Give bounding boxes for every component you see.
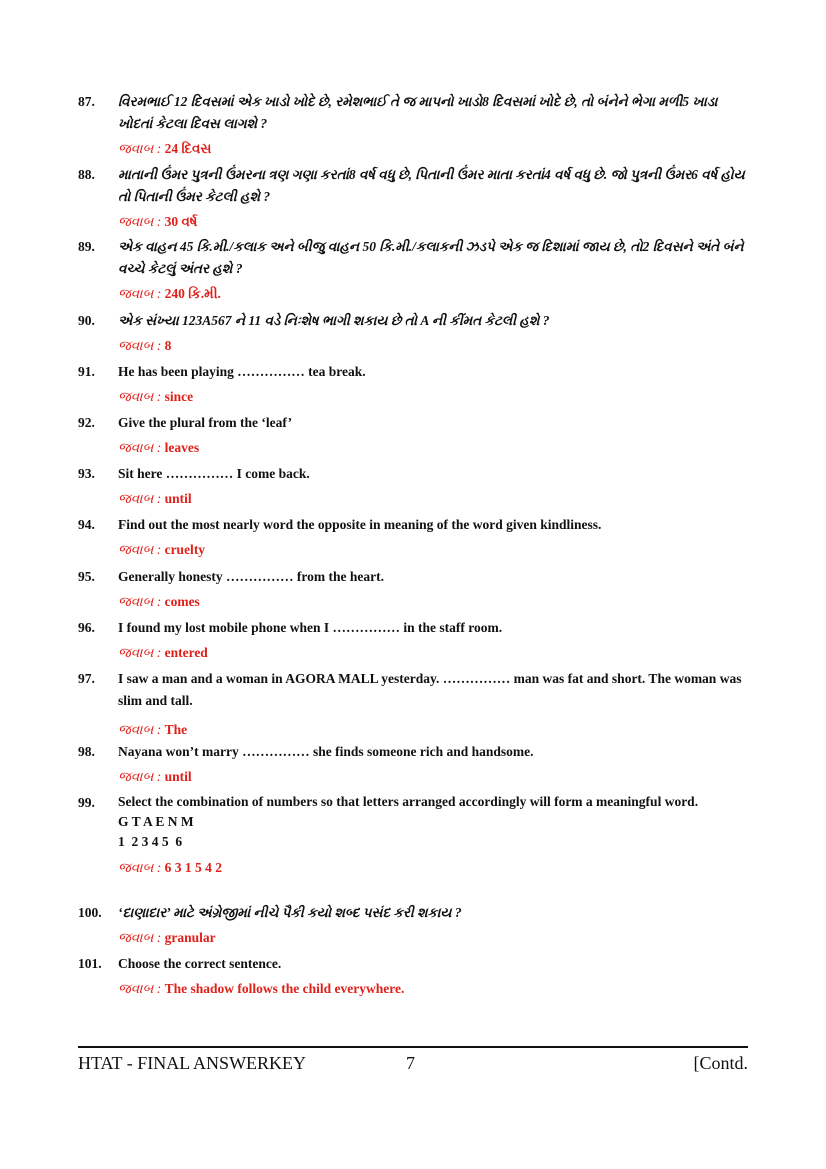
- answer: [118, 766, 748, 788]
- question-text: માતાની ઉંમર પુત્રની ઉંમરના ત્રણ ગણા કરતાં8 વર્ષ વધુ છે, પિતાની ઉંમર માતા કરતાં4 વર્ષ વધુ છે. જો પુત્રની ઉંમર6 વર્ષ હોય તો પિતાની ઉંમર કેટલી હશે ?: [118, 167, 745, 204]
- page-footer: [78, 1053, 748, 1079]
- answer-value: 8: [164, 338, 172, 353]
- question-number: 96.: [78, 620, 95, 635]
- answer: [118, 488, 748, 510]
- question-text: Give the plural from the ‘leaf’: [118, 415, 293, 430]
- question-89: [78, 236, 748, 305]
- answer-value: cruelty: [164, 542, 206, 557]
- answer: [118, 437, 748, 459]
- answer: [118, 539, 748, 561]
- answer-value: 6 3 1 5 4 2: [164, 860, 222, 875]
- answer-label: જવાબ :: [118, 542, 162, 557]
- answer-label: જવાબ :: [118, 981, 162, 996]
- question-text: એક વાહન 45 કિ.મી./કલાક અને બીજુ વાહન 50 કિ.મી./કલાકની ઝડપે એક જ દિશામાં જાય છે, તો2 દિવસને અંતે બંને વચ્ચે કેટલું અંતર હશે ?: [118, 239, 744, 276]
- answer-label: જવાબ :: [118, 594, 162, 609]
- question-number: 87.: [78, 94, 95, 109]
- question-text: He has been playing …………… tea break.: [118, 364, 366, 379]
- question-text: Sit here …………… I come back.: [118, 466, 310, 481]
- answer-value: The shadow follows the child everywhere.: [164, 981, 405, 996]
- question-number: 93.: [78, 466, 95, 481]
- question-number: 92.: [78, 415, 95, 430]
- question-number: 91.: [78, 364, 95, 379]
- footer-divider: [78, 1046, 748, 1048]
- answer-value: until: [164, 491, 192, 506]
- question-93: [78, 463, 748, 510]
- question-text: એક સંખ્યા 123A567 ને 11 વડે નિઃશેષ ભાગી શકાય છે તો A ની કીંમત કેટલી હશે ?: [118, 313, 550, 328]
- answer-label: જવાબ :: [118, 491, 162, 506]
- answer-value: comes: [164, 594, 200, 609]
- question-text: Find out the most nearly word the opposite in meaning of the word given kindliness.: [118, 517, 602, 532]
- question-number: 94.: [78, 517, 95, 532]
- question-94: [78, 514, 748, 561]
- answer-label: જવાબ :: [118, 286, 162, 301]
- question-92: [78, 412, 748, 459]
- question-88: [78, 164, 748, 233]
- question-91: [78, 361, 748, 408]
- question-number: 89.: [78, 239, 95, 254]
- question-97: [78, 668, 748, 741]
- question-number: 97.: [78, 671, 95, 686]
- footer-document-title: HTAT - FINAL ANSWERKEY: [78, 1053, 307, 1073]
- question-text: I found my lost mobile phone when I …………… in the staff room.: [118, 620, 503, 635]
- question-number: 98.: [78, 744, 95, 759]
- answer: [118, 335, 748, 357]
- answer: [118, 719, 748, 741]
- question-number: 88.: [78, 167, 95, 182]
- answer-label: જવાબ :: [118, 645, 162, 660]
- answer-value: since: [164, 389, 194, 404]
- answer-value: until: [164, 769, 192, 784]
- footer-continued: [Contd.: [693, 1053, 748, 1073]
- question-text: Generally honesty …………… from the heart.: [118, 569, 384, 584]
- letters-row: G T A E N M: [118, 814, 194, 829]
- answer: [118, 386, 748, 408]
- answer: [118, 211, 748, 233]
- question-number: 100.: [78, 905, 102, 920]
- question-text: Choose the correct sentence.: [118, 956, 282, 971]
- answer-value: 240 કિ.મી.: [164, 286, 221, 301]
- answer-label: જવાબ :: [118, 338, 162, 353]
- answer-label: જવાબ :: [118, 141, 162, 156]
- answer: [118, 591, 748, 613]
- answer-label: જવાબ :: [118, 214, 162, 229]
- answer-label: જવાબ :: [118, 860, 162, 875]
- question-text: Select the combination of numbers so that letters arranged accordingly will form a meaningful word.: [118, 794, 699, 809]
- answer: [118, 978, 748, 1000]
- answer-label: જવાબ :: [118, 930, 162, 945]
- answer-label: જવાબ :: [118, 389, 162, 404]
- answer-value: leaves: [164, 440, 200, 455]
- answer: [118, 283, 748, 305]
- question-number: 99.: [78, 795, 95, 810]
- answer-label: જવાબ :: [118, 769, 162, 784]
- answer: [118, 858, 748, 878]
- answer: [118, 927, 748, 949]
- numbers-row: 1 2 3 4 5 6: [118, 834, 183, 849]
- question-95: [78, 566, 748, 613]
- answer-label: જવાબ :: [118, 440, 162, 455]
- answer-value: 30 વર્ષ: [164, 214, 198, 229]
- answer-value: entered: [164, 645, 208, 660]
- question-96: [78, 617, 748, 664]
- answer: [118, 642, 748, 664]
- answer: [118, 138, 748, 160]
- question-text: Nayana won’t marry …………… she finds someone rich and handsome.: [118, 744, 534, 759]
- question-text: I saw a man and a woman in AGORA MALL yesterday. …………… man was fat and short. The woman was slim and tall.: [118, 671, 742, 708]
- question-99: [78, 792, 748, 878]
- page-number: 7: [406, 1053, 415, 1073]
- question-number: 101.: [78, 956, 102, 971]
- answer-value: The: [164, 722, 188, 737]
- answer-label: જવાબ :: [118, 722, 162, 737]
- question-87: [78, 91, 748, 160]
- question-text: ‘દાણાદાર’ માટે અંગ્રેજીમાં નીચે પૈકી કયો શબ્દ પસંદ કરી શકાય ?: [118, 905, 462, 920]
- answer-value: 24 દિવસ: [164, 141, 212, 156]
- question-text: વિરમભાઈ 12 દિવસમાં એક ખાડો ખોદે છે, રમેશભાઈ તે જ માપનો ખાડો8 દિવસમાં ખોદે છે, તો બંનેને ભેગા મળી5 ખાડા ખોદતાં કેટલા દિવસ લાગશે ?: [118, 94, 718, 131]
- question-100: [78, 902, 748, 949]
- question-number: 95.: [78, 569, 95, 584]
- question-101: [78, 953, 748, 1000]
- answer-value: granular: [164, 930, 216, 945]
- question-98: [78, 741, 748, 788]
- question-90: [78, 310, 748, 357]
- question-number: 90.: [78, 313, 95, 328]
